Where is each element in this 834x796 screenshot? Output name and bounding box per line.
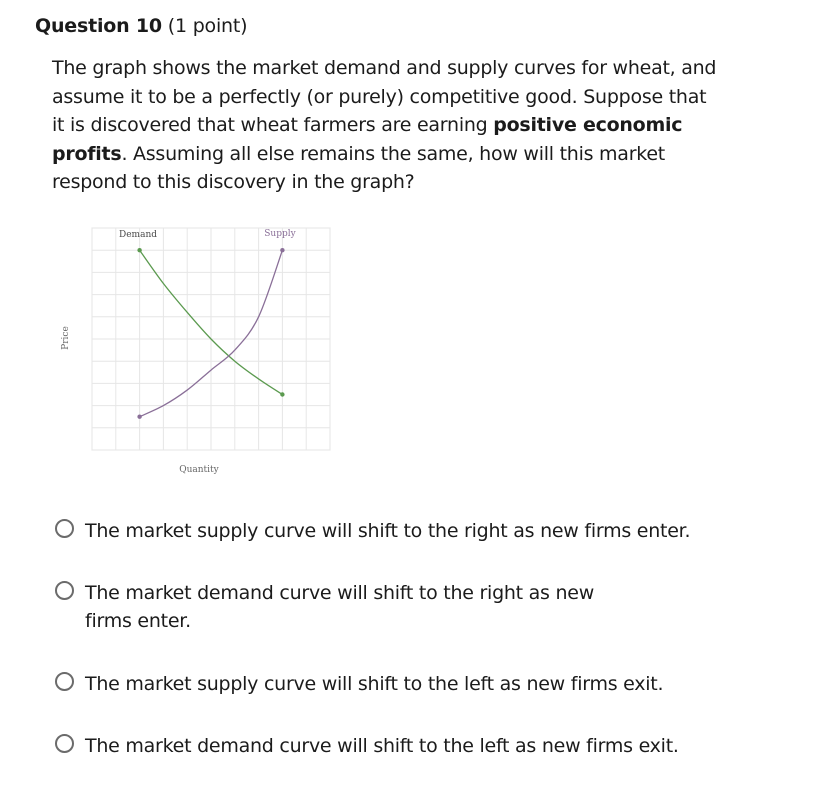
supply-curve-label: Supply [264,229,296,239]
answer-option-2[interactable] [55,579,695,635]
question-points: (1 point) [167,15,248,37]
option-label: The market demand curve will shift to the left as new firms exit. [85,735,679,757]
answer-option-1[interactable] [55,517,695,545]
supply-endpoint-end [280,248,284,252]
radio-button[interactable] [55,519,74,538]
radio-button[interactable] [55,734,74,753]
supply-demand-graph [52,218,342,480]
demand-curve-label: Demand [119,230,157,240]
radio-button[interactable] [55,581,74,600]
option-label: The market supply curve will shift to the right as new firms enter. [85,520,691,542]
question-header [35,12,247,40]
supply-endpoint-start [137,415,141,419]
answer-option-4[interactable] [55,732,695,760]
chart-svg [52,218,342,480]
question-number: Question 10 [35,15,162,37]
question-text-bold: positive economic profits [52,114,683,165]
question-text-part1: The graph shows the market demand and supply curves for wheat, and assume it to be a perfectly (or purely) competitive good. Suppose that it is discovered that wheat farmers are earning [52,57,717,136]
radio-button[interactable] [55,672,74,691]
question-text [52,54,722,197]
option-label: The market supply curve will shift to the left as new firms exit. [85,673,664,695]
question-text-part2: . Assuming all else remains the same, how will this market respond to this discovery in the graph? [52,142,665,193]
y-axis-label: Price [61,326,71,350]
x-axis-label: Quantity [179,465,219,475]
option-label: The market demand curve will shift to the right as new firms enter. [85,582,595,632]
demand-endpoint-end [280,392,284,396]
answer-option-3[interactable] [55,670,695,698]
demand-endpoint-start [137,248,141,252]
